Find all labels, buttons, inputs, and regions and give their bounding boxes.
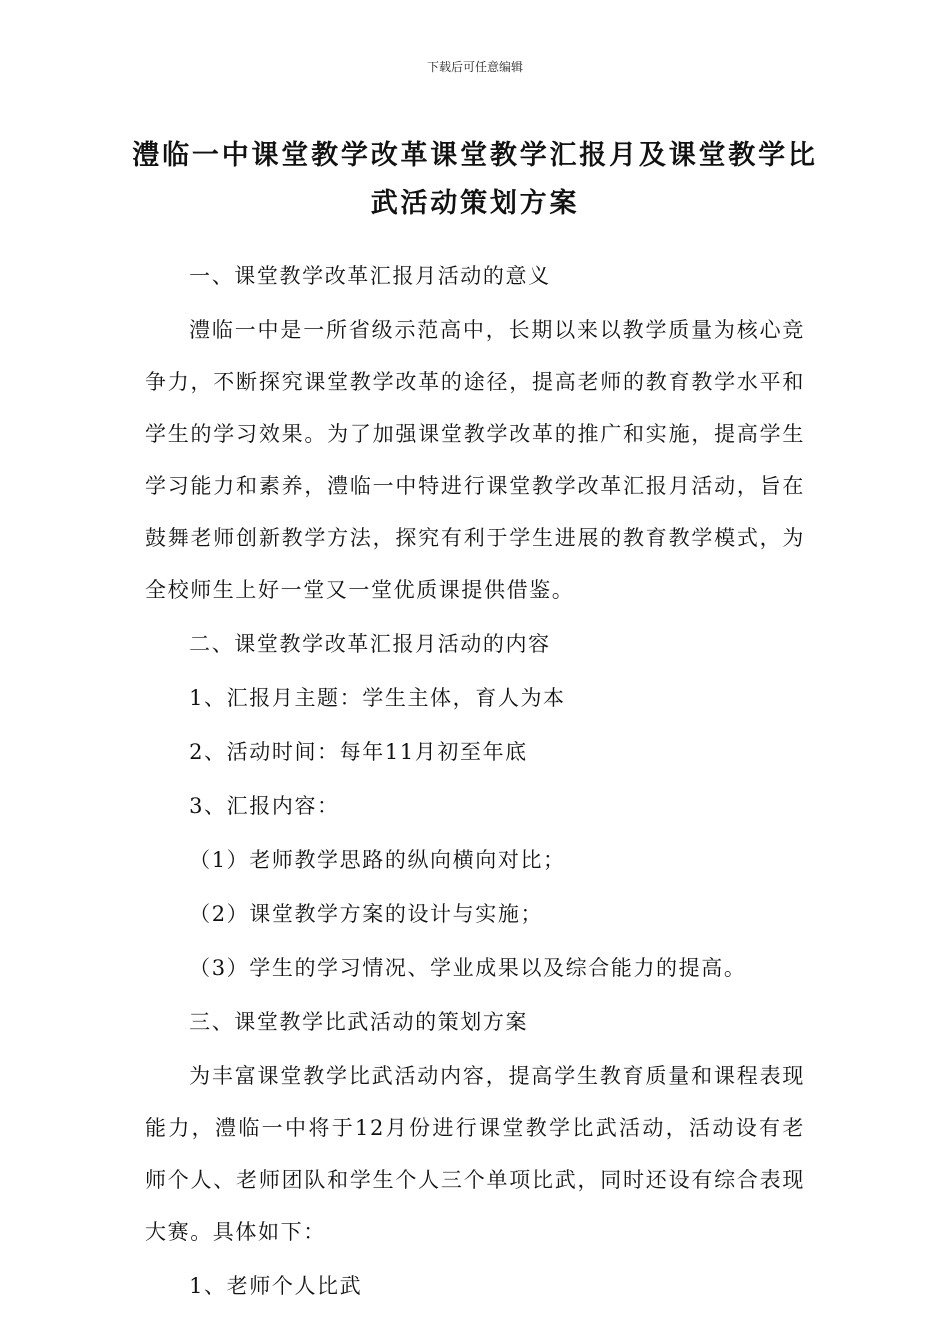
sub-item-2: （2）课堂教学方案的设计与实施； — [189, 902, 544, 926]
paragraph-competition: 为丰富课堂教学比武活动内容，提高学生教育质量和课程表现能力，澧临一中将于12月份进行课堂教学比武活动，活动设有老师个人、老师团队和学生个人三个单项比武，同时还设有综合表现大赛。具体如下： — [145, 1064, 805, 1244]
section-heading-1: 一、课堂教学改革汇报月活动的意义 — [189, 264, 551, 288]
list-item-time: 2、活动时间：每年11月初至年底 — [189, 740, 528, 764]
list-item-theme: 1、汇报月主题：学生主体，育人为本 — [189, 686, 566, 710]
document-body — [145, 250, 805, 1314]
list-item-teacher-individual: 1、老师个人比武 — [189, 1274, 363, 1298]
section-heading-3: 三、课堂教学比武活动的策划方案 — [189, 1010, 529, 1034]
section-heading-2: 二、课堂教学改革汇报月活动的内容 — [189, 632, 551, 656]
sub-item-1: （1）老师教学思路的纵向横向对比； — [189, 848, 566, 872]
document-title: 澧临一中课堂教学改革课堂教学汇报月及课堂教学比武活动策划方案 — [132, 140, 818, 219]
page-header-note: 下载后可任意编辑 — [426, 60, 523, 74]
list-item-content: 3、汇报内容： — [189, 794, 340, 818]
sub-item-3: （3）学生的学习情况、学业成果以及综合能力的提高。 — [189, 956, 747, 980]
paragraph-significance: 澧临一中是一所省级示范高中，长期以来以教学质量为核心竞争力，不断探究课堂教学改革的途径，提高老师的教育教学水平和学生的学习效果。为了加强课堂教学改革的推广和实施，提高学生学习能力和素养，澧临一中特进行课堂教学改革汇报月活动，旨在鼓舞老师创新教学方法，探究有利于学生进展的教育教学模式，为全校师生上好一堂又一堂优质课提供借鉴。 — [145, 318, 805, 602]
